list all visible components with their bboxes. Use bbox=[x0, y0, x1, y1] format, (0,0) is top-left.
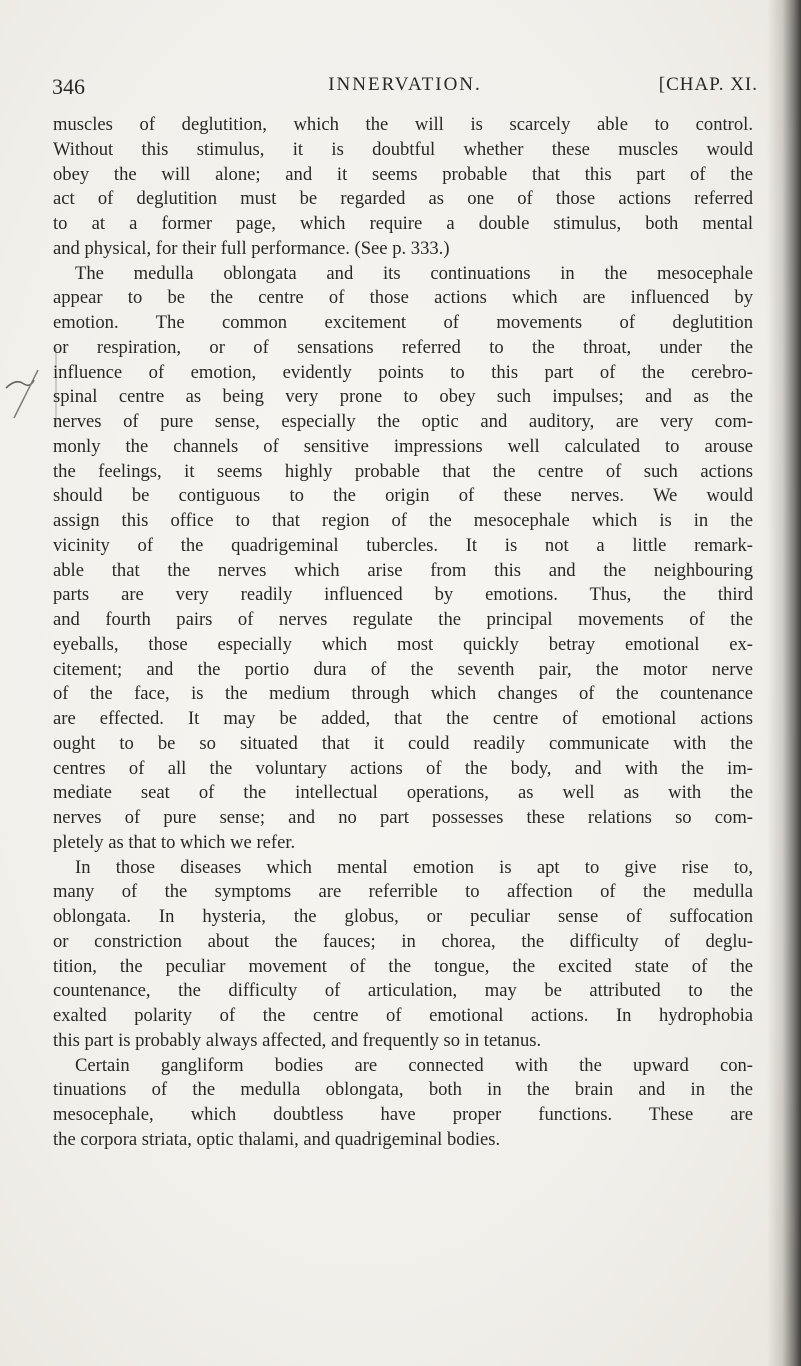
text-line: parts are very readily influenced by emotions. Thus, the third bbox=[53, 584, 753, 606]
text-line: the feelings, it seems highly probable that the centre of such actions bbox=[53, 460, 753, 482]
text-line: spinal centre as being very prone to obey such impulses; and as the bbox=[53, 386, 753, 408]
text-line: influence of emotion, evidently points to this part of the cerebro- bbox=[53, 361, 753, 383]
text-line: muscles of deglutition, which the will is scarcely able to control. bbox=[53, 114, 753, 135]
text-line: Certain gangliform bodies are connected with the upward con- bbox=[75, 1054, 753, 1076]
text-line: should be contiguous to the origin of these nerves. We would bbox=[53, 485, 753, 507]
text-line: of the face, is the medium through which changes of the countenance bbox=[53, 683, 753, 705]
text-line: vicinity of the quadrigeminal tubercles. It is not a little remark- bbox=[53, 534, 753, 556]
running-header bbox=[52, 74, 758, 108]
page-number: 346 bbox=[52, 74, 85, 99]
text-line: centres of all the voluntary actions of the body, and with the im- bbox=[53, 757, 753, 779]
text-line: citement; and the portio dura of the seventh pair, the motor nerve bbox=[53, 658, 753, 680]
text-line: this part is probably always affected, and frequently so in tetanus. bbox=[53, 1029, 542, 1051]
text-line: pletely as that to which we refer. bbox=[53, 831, 296, 853]
text-line: The medulla oblongata and its continuations in the mesocephale bbox=[75, 262, 753, 284]
text-line: ought to be so situated that it could readily communicate with the bbox=[53, 732, 753, 754]
text-line: Without this stimulus, it is doubtful whether these muscles would bbox=[53, 138, 753, 160]
text-line: emotion. The common excitement of movements of deglutition bbox=[53, 312, 753, 333]
body-text bbox=[53, 113, 753, 1153]
book-binding-edge bbox=[767, 0, 801, 1366]
text-line: In those diseases which mental emotion is apt to give rise to, bbox=[75, 856, 753, 878]
text-line: nerves of pure sense, especially the optic and auditory, are very com- bbox=[53, 411, 753, 432]
text-line: are effected. It may be added, that the centre of emotional actions bbox=[53, 708, 753, 729]
text-line: the corpora striata, optic thalami, and quadrigeminal bodies. bbox=[53, 1128, 501, 1150]
text-line: to at a former page, which require a double stimulus, both mental bbox=[53, 213, 753, 234]
text-line: mesocephale, which doubtless have proper functions. These are bbox=[53, 1104, 753, 1125]
text-line: eyeballs, those especially which most quickly betray emotional ex- bbox=[53, 633, 753, 655]
text-line: countenance, the difficulty of articulation, may be attributed to the bbox=[53, 980, 753, 1002]
text-line: tinuations of the medulla oblongata, both in the brain and in the bbox=[53, 1079, 753, 1101]
running-title: INNERVATION. bbox=[328, 74, 482, 95]
chapter-label: [CHAP. XI. bbox=[658, 74, 758, 95]
text-line: oblongata. In hysteria, the globus, or peculiar sense of suffocation bbox=[53, 906, 753, 927]
text-line: monly the channels of sensitive impressions well calculated to arouse bbox=[53, 435, 753, 457]
text-line: or respiration, or of sensations referred to the throat, under the bbox=[53, 336, 753, 358]
text-line: able that the nerves which arise from this and the neighbouring bbox=[53, 559, 753, 581]
text-line: act of deglutition must be regarded as one of those actions referred bbox=[53, 188, 753, 210]
text-line: or constriction about the fauces; in chorea, the difficulty of deglu- bbox=[53, 930, 753, 952]
text-line: assign this office to that region of the mesocephale which is in the bbox=[53, 510, 753, 531]
text-line: and fourth pairs of nerves regulate the principal movements of the bbox=[53, 609, 753, 630]
text-line: mediate seat of the intellectual operations, as well as with the bbox=[53, 782, 753, 804]
text-line: nerves of pure sense; and no part possesses these relations so com- bbox=[53, 807, 753, 828]
pencil-mark-icon bbox=[0, 348, 60, 438]
text-line: many of the symptoms are referrible to affection of the medulla bbox=[53, 881, 753, 903]
text-line: obey the will alone; and it seems probable that this part of the bbox=[53, 163, 753, 185]
text-line: and physical, for their full performance. (See p. 333.) bbox=[53, 237, 450, 259]
text-line: tition, the peculiar movement of the tongue, the excited state of the bbox=[53, 955, 753, 977]
text-line: exalted polarity of the centre of emotional actions. In hydrophobia bbox=[53, 1005, 753, 1026]
text-line: appear to be the centre of those actions which are influenced by bbox=[53, 287, 753, 309]
